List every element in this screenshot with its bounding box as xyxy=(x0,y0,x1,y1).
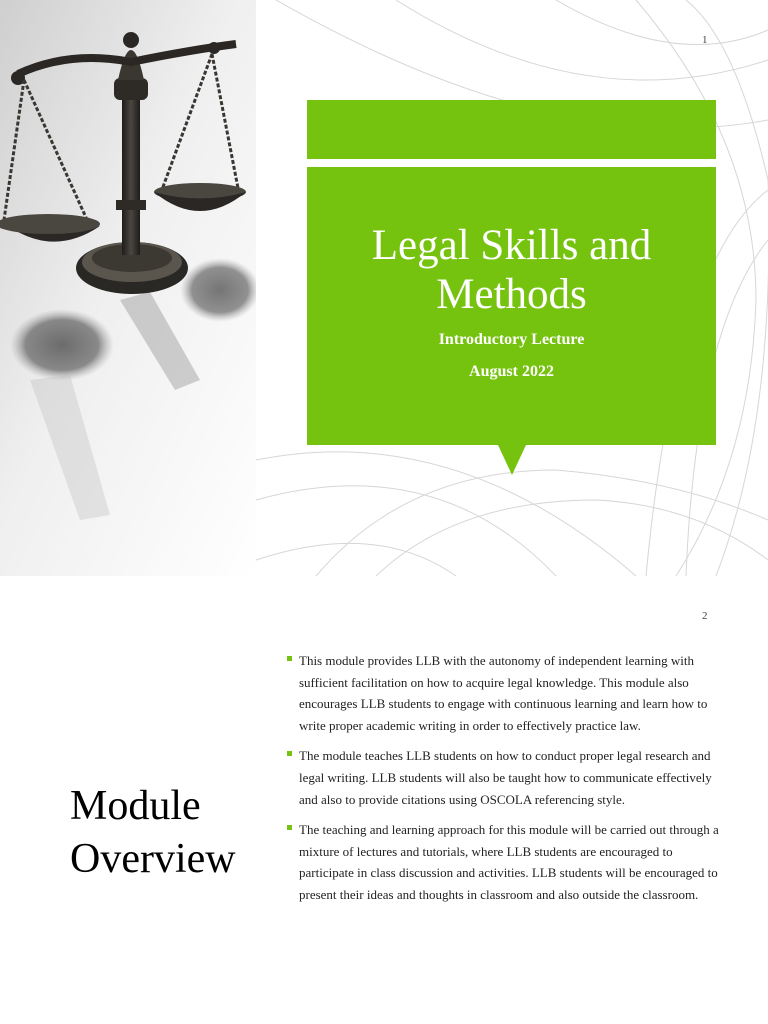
bullet-list xyxy=(287,650,727,915)
list-item xyxy=(287,819,727,905)
bullet-text: This module provides LLB with the autonomy of independent learning with sufficient facilitation on how to acquire legal knowledge. This module also encourages LLB students to engage with continuous learning and learn how to write proper academic writing in order to effectively practice law. xyxy=(299,653,708,733)
slide-title: Legal Skills and Methods xyxy=(371,222,652,318)
slide-2 xyxy=(0,576,768,1024)
list-item xyxy=(287,650,727,736)
list-item xyxy=(287,745,727,810)
bullet-square-icon xyxy=(287,825,292,830)
slide-subtitle: Introductory Lecture xyxy=(438,331,585,348)
callout-pointer xyxy=(498,445,526,475)
module-overview-heading: Module Overview xyxy=(70,783,236,882)
page-number: 1 xyxy=(702,34,708,46)
scales-of-justice-photo xyxy=(0,0,256,576)
bullet-text: The module teaches LLB students on how to conduct proper legal research and legal writing. LLB students will also be taught how to communicate effectively and also to provide citations using OSCOLA referencing style. xyxy=(299,748,712,807)
accent-band xyxy=(307,100,716,159)
bullet-square-icon xyxy=(287,751,292,756)
bullet-square-icon xyxy=(287,656,292,661)
title-box xyxy=(307,167,716,445)
bullet-text: The teaching and learning approach for this module will be carried out through a mixture of lectures and tutorials, where LLB students are encouraged to participate in class discussion and activities. LLB students will be encouraged to present their ideas and thoughts in classroom and also outside the classroom. xyxy=(299,822,719,902)
page-number: 2 xyxy=(702,610,708,622)
slide-date: August 2022 xyxy=(469,363,554,380)
